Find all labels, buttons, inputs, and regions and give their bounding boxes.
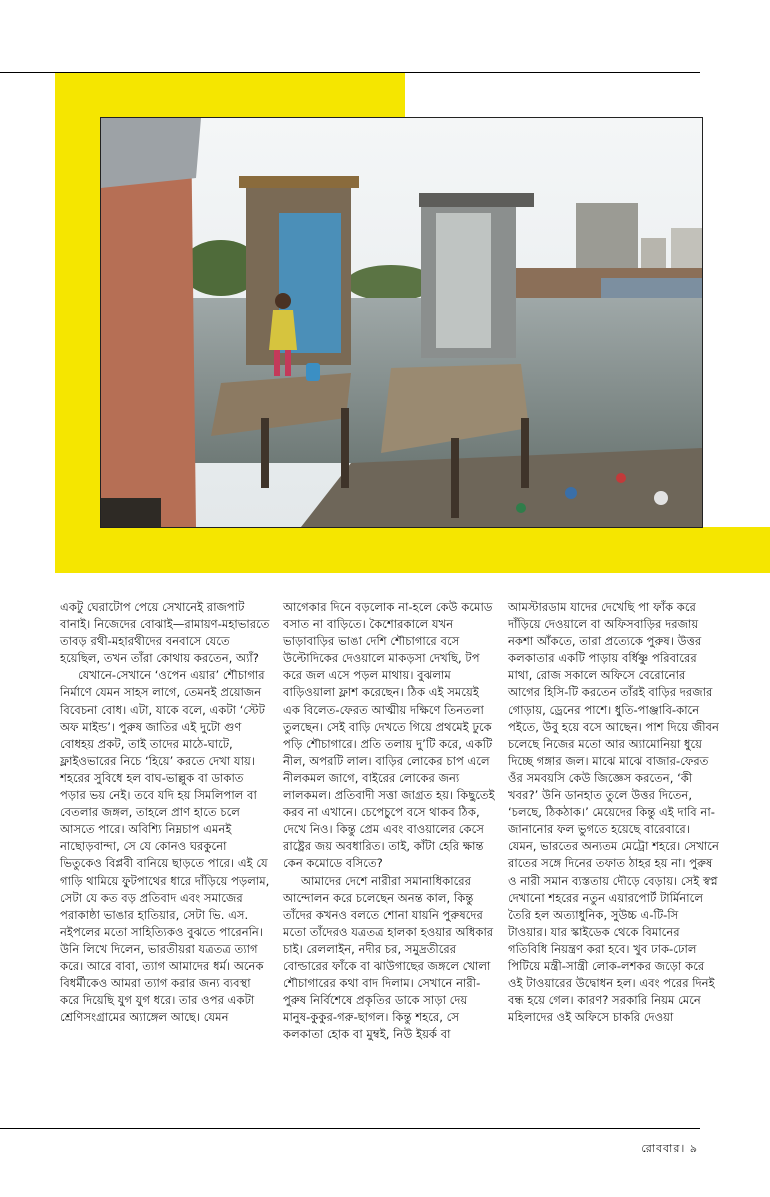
- article-photo: [100, 117, 703, 528]
- text-column-3: [508, 599, 720, 1026]
- paragraph: যেখানে-সেখানে ‘ওপেন এয়ার’ শৌচাগার নির্মাণে যেমন সাহস লাগে, তেমনই প্রয়োজন বিবেচনা বোধ। এটা, যাকে বলে, একটা ‘স্টেট অফ মাইন্ড’। পুরুষ জাতির এই দুটো গুণ বোধহয় প্রকট, তাই তাদের মাঠে-ঘাটে, ফ্লাইওভারের নিচে ‘হিয়ে’ করতে দেখা যায়। শহরের সুবিধে হল বাঘ-ভাল্লুক বা ডাকাত পড়ার ভয় নেই। তবে যদি হয় সিমলিপাল বা বেতলার জঙ্গল, তাহলে প্রাণ হাতে চলে আসতে পারে। অবিশ্যি নিম্নচাপ এমনই নাছোড়বান্দা, সে যে কোনও ঘরকুনো ভিতুকেও বিপ্লবী বানিয়ে ছাড়তে পারে। এই যে গাড়ি থামিয়ে ফুটপাথের ধারে দাঁড়িয়ে পড়লাম, সেটা যে কত বড় প্রতিবাদ এবং সমাজের পরাকাষ্ঠা ভাঙার হাতিয়ার, সেটা ভি. এস. নইপলের মতো সাহিত্যিকও বুঝতে পারেননি। উনি লিখে দিলেন, ভারতীয়রা যত্রতত্র ত্যাগ করে। আরে বাবা, ত্যাগ আমাদের ধর্ম। অনেক বিধর্মীকেও আমরা ত্যাগ করার জন্য ব্যবস্থা করে দিয়েছি যুগ যুগ ধরে। তার ওপর একটা শ্রেণিসংগ্রামের অ্যাঙ্গেল আছে। যেমন: [60, 668, 270, 1025]
- text-column-2: [283, 599, 495, 1043]
- paragraph: আগেকার দিনে বড়লোক না-হলে কেউ কমোড বসাত না বাড়িতে। কৈশোরকালে যখন ভাড়াবাড়ির ভাঙা দেশি শৌচাগারে বসে উল্টোদিকের দেওয়ালে মাকড়সা দেখছি, টপ করে জল এসে পড়ল মাথায়। বুঝলাম বাড়িওয়ালা ফ্লাশ করেছেন। ঠিক এই সময়েই এক বিলেত-ফেরত আত্মীয় দক্ষিণে তিনতলা তুলছেন। সেই বাড়ি দেখতে গিয়ে প্রথমেই ঢুকে পড়ি শৌচাগারে। প্রতি তলায় দু’টি করে, একটি নীল, অপরটি লাল। বাড়ির লোকের চাপ এলে নীলকমল জাগে, বাইরের লোকের জন্য লালকমল। প্রতিবাদী সত্তা জাগ্রত হয়। কিছুতেই করব না এখানে। চেপেচুপে বসে থাকব ঠিক, দেখে নিও। কিন্তু প্রেম এবং বাওয়ালের কেসে রাষ্ট্রের জয় অবধারিত। তাই, কাঁটা হেরি ক্ষান্ত কেন কমোডে বসিতে?: [283, 600, 495, 871]
- text-column-1: [60, 599, 272, 1026]
- paragraph: আমাদের দেশে নারীরা সমানাধিকারের আন্দোলন করে চলেছেন অনন্ত কাল, কিন্তু তাঁদের কখনও বলতে শোনা যায়নি পুরুষদের মতো তাঁদেরও যত্রতত্র হালকা হওয়ার অধিকার চাই। রেললাইন, নদীর চর, সমুদ্রতীরের বোল্ডারের ফাঁকে বা ঝাউগাছের জঙ্গলে খোলা শৌচাগারের কথা বাদ দিলাম। সেখানে নারী-পুরুষ নির্বিশেষে প্রকৃতির ডাকে সাড়া দেয় মানুষ-কুকুর-গরু-ছাগল। কিন্তু শহরে, সে কলকাতা হোক বা মুম্বই, নিউ ইয়র্ক বা: [283, 873, 494, 1042]
- bottom-rule: [0, 1128, 700, 1129]
- yellow-accent-band: [55, 527, 770, 573]
- slum-toilets-photo-illustration: [101, 118, 702, 527]
- paragraph: আমস্টারডাম যাদের দেখেছি পা ফাঁক করে দাঁড়িয়ে দেওয়ালে বা অফিসবাড়ির দরজায় নকশা আঁকতে, তারা প্রত্যেকে পুরুষ। উত্তর কলকাতার একটি পাড়ায় বর্ধিষ্ণু পরিবারের মাথা, রোজ সকালে অফিসে বেরোনোর আগের হিসি-টি করতেন তাঁরই বাড়ির দরজার গোড়ায়, ড্রেনের পাশে। ধুতি-পাঞ্জাবি-কানে পইতে, উবু হয়ে বসে আছেন। পাশ দিয়ে জীবন চলেছে নিজের মতো আর অ্যামোনিয়া ধুয়ে দিচ্ছে গঙ্গার জল। মাঝে মাঝে বাজার-ফেরত ওঁর সমবয়সি কেউ জিজ্ঞেস করতেন, ‘কী খবর?’ উনি ডানহাত তুলে উত্তর দিতেন, ‘চলছে, ঠিকঠাক।’ মেয়েদের কিন্তু এই দাবি না-জানানোর ফল ভুগতে হয়েছে বারেবারে। যেমন, ভারতের অন্যতম মেট্রো শহরে। সেখানে রাতের সঙ্গে দিনের তফাত ঠাহর হয় না। পুরুষ ও নারী সমান ব্যস্ততায় দৌড়ে বেড়ায়। সেই স্বপ্ন দেখানো শহরের নতুন এয়ারপোর্ট টার্মিনালে তৈরি হল অত্যাধুনিক, সুউচ্চ এ-টি-সি টাওয়ার। যার স্কাইডেক থেকে বিমানের গতিবিধি নিয়ন্ত্রণ করা হবে। খুব ঢাক-ঢোল পিটিয়ে মন্ত্রী-সান্ত্রী লোক-লশকর জড়ো করে ওই টাওয়ারের উদ্বোধন হল। এবং পরের দিনই বন্ধ হয়ে গেল। কারণ? সরকারি নিয়ম মেনে মহিলাদের ওই অফিসে চাকরি দেওয়া: [508, 600, 719, 1025]
- page-folio: রোববার। ৯: [641, 1142, 698, 1155]
- paragraph: একটু ঘেরাটোপ পেয়ে সেখানেই রাজপাট বানাই। নিজেদের বোঝাই—রামায়ণ-মহাভারতে তাবড় রথী-মহারথীদের বনবাসে যেতে হয়েছিল, তখন তাঁরা কোথায় করতেন, অ্যাঁ?: [60, 600, 270, 666]
